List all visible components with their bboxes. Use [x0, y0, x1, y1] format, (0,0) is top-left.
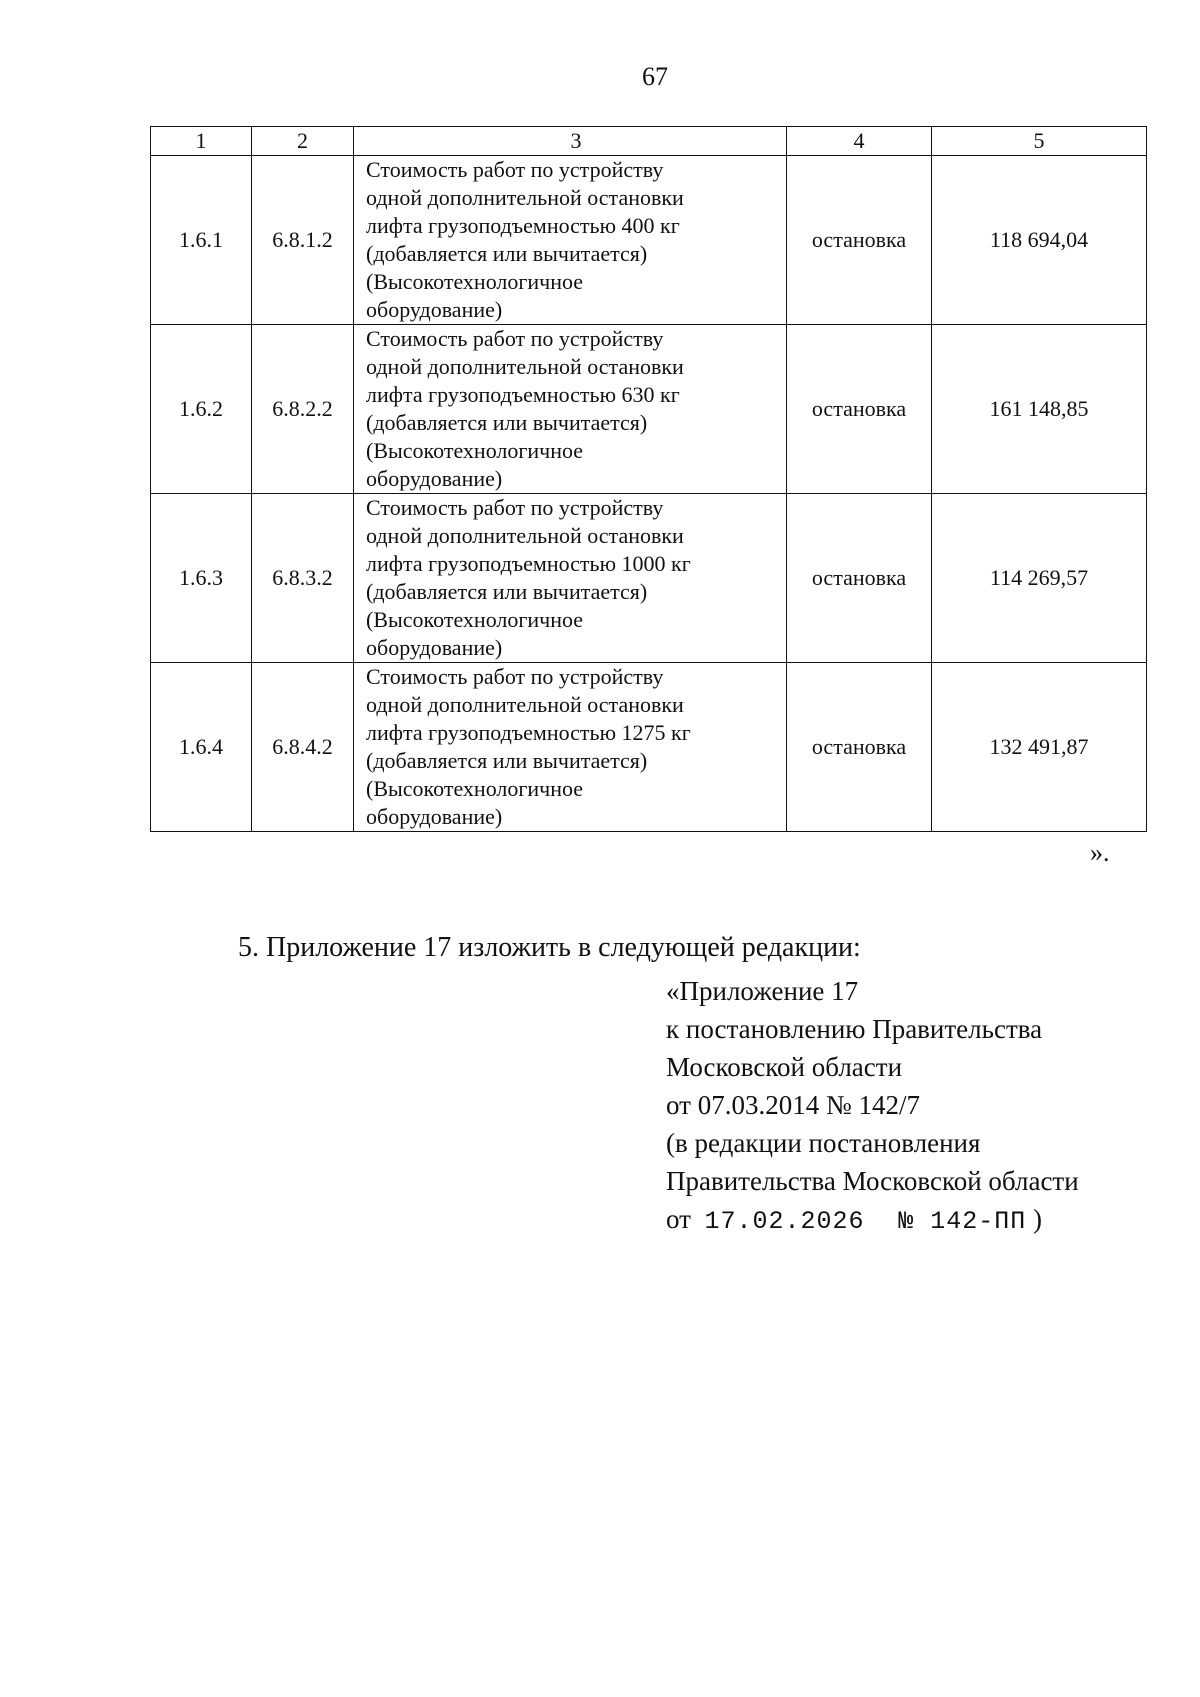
row-code: 6.8.2.2: [252, 325, 354, 494]
description-line: лифта грузоподъемностью 630 кг: [366, 382, 680, 407]
column-header-2: 2: [252, 127, 354, 156]
description-line: (Высокотехнологичное: [366, 607, 584, 632]
row-unit: остановка: [787, 156, 932, 325]
description-line: одной дополнительной остановки: [366, 354, 684, 379]
description-line: оборудование): [366, 635, 503, 660]
description-line: (Высокотехнологичное: [366, 269, 584, 294]
row-price: 132 491,87: [932, 663, 1147, 832]
item-5-paragraph: 5. Приложение 17 изложить в следующей редакции:: [238, 932, 861, 963]
description-line: лифта грузоподъемностью 1000 кг: [366, 551, 691, 576]
row-number: 1.6.2: [151, 325, 252, 494]
row-number: 1.6.1: [151, 156, 252, 325]
column-header-4: 4: [787, 127, 932, 156]
description-line: оборудование): [366, 297, 503, 322]
row-code: 6.8.4.2: [252, 663, 354, 832]
description-line: (добавляется или вычитается): [366, 241, 648, 266]
description-line: Стоимость работ по устройству: [366, 157, 664, 182]
date-prefix: от: [666, 1204, 691, 1234]
description-line: оборудование): [366, 466, 503, 491]
closing-quote: ».: [1090, 838, 1110, 867]
row-description: [354, 494, 787, 663]
row-price: 161 148,85: [932, 325, 1147, 494]
row-number: 1.6.4: [151, 663, 252, 832]
row-description: [354, 663, 787, 832]
description-line: одной дополнительной остановки: [366, 523, 684, 548]
column-header-1: 1: [151, 127, 252, 156]
page-number: 67: [642, 62, 668, 91]
closing-paren: ): [1033, 1204, 1043, 1234]
table-row: [151, 663, 1147, 832]
row-unit: остановка: [787, 663, 932, 832]
column-header-3: 3: [354, 127, 787, 156]
appendix-line: Московской области: [666, 1052, 903, 1082]
table-row: [151, 494, 1147, 663]
row-code: 6.8.3.2: [252, 494, 354, 663]
description-line: Стоимость работ по устройству: [366, 326, 664, 351]
description-line: (добавляется или вычитается): [366, 748, 648, 773]
description-line: одной дополнительной остановки: [366, 185, 684, 210]
row-description: [354, 156, 787, 325]
description-line: (Высокотехнологичное: [366, 776, 584, 801]
appendix-date-line: [666, 1200, 1079, 1241]
description-line: лифта грузоподъемностью 1275 кг: [366, 720, 691, 745]
row-number: 1.6.3: [151, 494, 252, 663]
row-description: [354, 325, 787, 494]
description-line: оборудование): [366, 804, 503, 829]
row-unit: остановка: [787, 325, 932, 494]
description-line: (Высокотехнологичное: [366, 438, 584, 463]
description-line: одной дополнительной остановки: [366, 692, 684, 717]
appendix-header-block: [666, 972, 1079, 1241]
price-table: [150, 126, 1147, 832]
table-row: [151, 156, 1147, 325]
description-line: лифта грузоподъемностью 400 кг: [366, 213, 680, 238]
resolution-date: 17.02.2026: [704, 1207, 865, 1236]
table-header-row: [151, 127, 1147, 156]
description-line: (добавляется или вычитается): [366, 410, 648, 435]
description-line: Стоимость работ по устройству: [366, 664, 664, 689]
description-line: (добавляется или вычитается): [366, 579, 648, 604]
row-code: 6.8.1.2: [252, 156, 354, 325]
resolution-number: № 142-ПП: [898, 1207, 1027, 1236]
appendix-line: к постановлению Правительства: [666, 1014, 1043, 1044]
description-line: Стоимость работ по устройству: [366, 495, 664, 520]
row-price: 118 694,04: [932, 156, 1147, 325]
row-unit: остановка: [787, 494, 932, 663]
column-header-5: 5: [932, 127, 1147, 156]
row-price: 114 269,57: [932, 494, 1147, 663]
appendix-line: (в редакции постановления: [666, 1128, 981, 1158]
appendix-line: Правительства Московской области: [666, 1166, 1079, 1196]
table-row: [151, 325, 1147, 494]
appendix-line: от 07.03.2014 № 142/7: [666, 1090, 920, 1120]
appendix-line: «Приложение 17: [666, 976, 859, 1006]
